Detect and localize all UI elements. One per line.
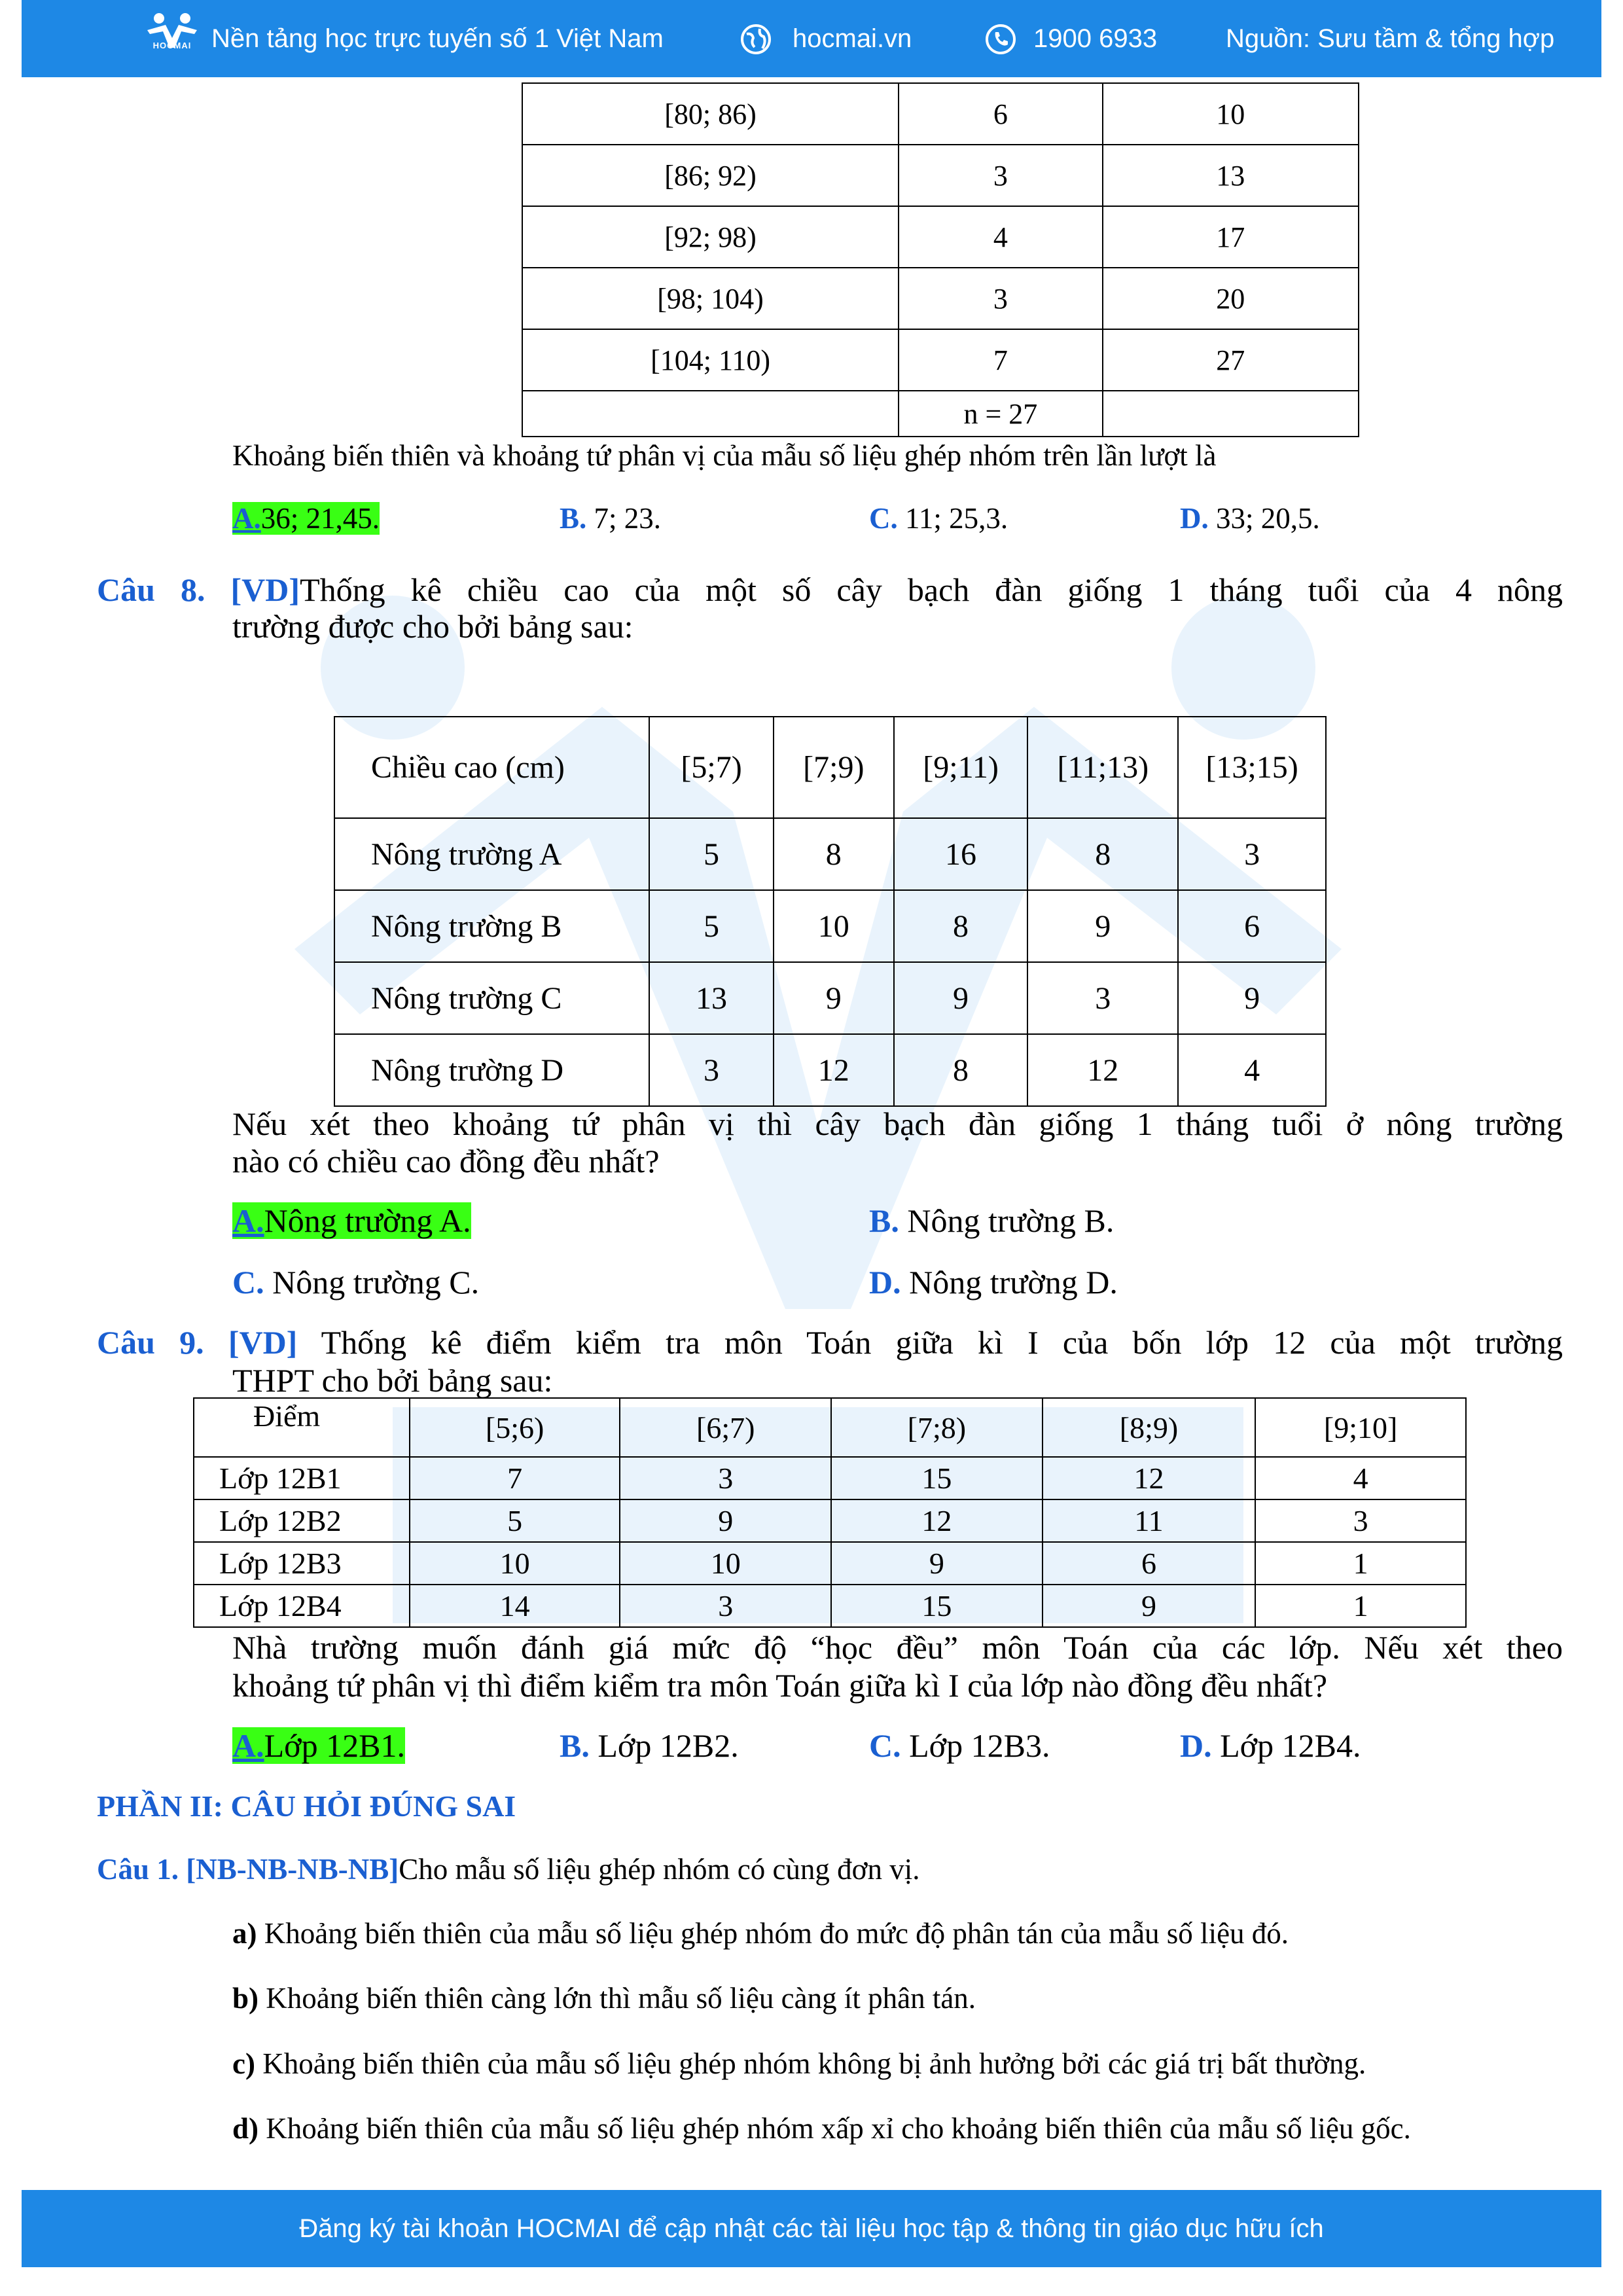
- q9-ask-line1: Nhà trường muốn đánh giá mức độ “học đều” môn Toán của các lớp. Nếu xét theo: [232, 1629, 1563, 1666]
- q8-question-line2: trường được cho bởi bảng sau:: [232, 608, 633, 645]
- table-cell: 6: [1178, 890, 1326, 962]
- cumulative-cell: 27: [1103, 329, 1359, 391]
- q9-table: [193, 1397, 1467, 1628]
- option-label: B.: [869, 1202, 899, 1239]
- option-label: B.: [560, 1727, 590, 1764]
- part2-q1-text: Cho mẫu số liệu ghép nhóm có cùng đơn vị.: [399, 1853, 920, 1886]
- option-text: Nông trường B.: [907, 1202, 1115, 1239]
- frequency-table: [522, 82, 1359, 437]
- q8-level: [VD]: [230, 571, 300, 608]
- table-cell: 6: [1043, 1542, 1256, 1585]
- phone-icon: [985, 24, 1016, 55]
- table-row: [522, 83, 1359, 145]
- interval-cell: [80; 86): [522, 83, 899, 145]
- header-cell: [5;6): [410, 1398, 620, 1457]
- row-label: Lớp 12B4: [194, 1585, 410, 1627]
- table-cell: 4: [1178, 1034, 1326, 1106]
- q9-option-b[interactable]: [560, 1727, 739, 1765]
- table-cell: 3: [620, 1457, 831, 1499]
- table-row: [522, 329, 1359, 391]
- frequency-cell: 7: [899, 329, 1103, 391]
- q7-option-b[interactable]: [560, 501, 661, 535]
- header-cell: Chiều cao (cm): [334, 717, 649, 818]
- header-cell: [11;13): [1027, 717, 1178, 818]
- q8-option-c[interactable]: [232, 1263, 479, 1301]
- q7-option-c[interactable]: [869, 501, 1008, 535]
- table-cell: 10: [620, 1542, 831, 1585]
- row-label: Lớp 12B2: [194, 1499, 410, 1542]
- option-text: Lớp 12B2.: [597, 1727, 739, 1764]
- option-label: B.: [560, 502, 587, 535]
- table-cell: 5: [649, 890, 774, 962]
- globe-icon: [740, 24, 772, 55]
- table-cell: 3: [1027, 962, 1178, 1034]
- table-cell: 9: [831, 1542, 1043, 1585]
- total-cell: n = 27: [899, 391, 1103, 437]
- statement-b: [232, 1981, 976, 2015]
- table-row: [334, 890, 1326, 962]
- table-cell: 3: [649, 1034, 774, 1106]
- q9-option-c[interactable]: [869, 1727, 1050, 1765]
- q9-question-line1: [97, 1323, 1563, 1361]
- interval-cell: [98; 104): [522, 268, 899, 329]
- option-label: C.: [232, 1264, 264, 1300]
- table-cell: 5: [649, 818, 774, 890]
- page-footer: [22, 2190, 1601, 2267]
- statement-label: c): [232, 2047, 255, 2080]
- interval-cell: [86; 92): [522, 145, 899, 206]
- header-cell: [6;7): [620, 1398, 831, 1457]
- cumulative-cell: 10: [1103, 83, 1359, 145]
- table-cell: 9: [1027, 890, 1178, 962]
- table-row: [522, 391, 1359, 437]
- table-row: [194, 1499, 1466, 1542]
- interval-cell: [92; 98): [522, 206, 899, 268]
- table-cell: 10: [410, 1542, 620, 1585]
- page-header: [22, 0, 1601, 77]
- option-label: D.: [1180, 1727, 1212, 1764]
- table-row: [334, 818, 1326, 890]
- header-cell: [13;15): [1178, 717, 1326, 818]
- q8-text: Thống kê chiều cao của một số cây bạch đàn giống 1 tháng tuổi của 4 nông: [300, 571, 1563, 608]
- table-cell: 9: [774, 962, 894, 1034]
- q9-ask-line2: khoảng tứ phân vị thì điểm kiểm tra môn Toán giữa kì I của lớp nào đồng đều nhất?: [232, 1667, 1328, 1704]
- cumulative-cell: 20: [1103, 268, 1359, 329]
- q9-label: Câu 9.: [97, 1324, 204, 1361]
- table-cell: 8: [1027, 818, 1178, 890]
- header-cell: [9;11): [894, 717, 1028, 818]
- option-text: 36; 21,45.: [260, 502, 380, 535]
- part2-q1-label: Câu 1.: [97, 1853, 179, 1886]
- table-cell: 15: [831, 1457, 1043, 1499]
- q7-option-d[interactable]: [1180, 501, 1320, 535]
- table-cell: 3: [1178, 818, 1326, 890]
- cumulative-cell: 13: [1103, 145, 1359, 206]
- option-label: A.: [232, 1727, 264, 1764]
- table-cell: 9: [620, 1499, 831, 1542]
- table-cell: 5: [410, 1499, 620, 1542]
- header-source: Nguồn: Sưu tầm & tổng hợp: [1226, 24, 1555, 53]
- q7-option-a[interactable]: [232, 501, 380, 535]
- header-tagline: Nền tảng học trực tuyến số 1 Việt Nam: [211, 24, 664, 53]
- q8-ask-line1: Nếu xét theo khoảng tứ phân vị thì cây bạch đàn giống 1 tháng tuổi ở nông trường: [232, 1105, 1563, 1142]
- table-header-row: [334, 717, 1326, 818]
- option-label: A.: [232, 1202, 264, 1239]
- row-label: Nông trường D: [334, 1034, 649, 1106]
- table-cell: 8: [894, 1034, 1028, 1106]
- table-cell: 12: [831, 1499, 1043, 1542]
- statement-label: a): [232, 1917, 257, 1950]
- option-label: A.: [232, 502, 261, 535]
- statement-label: d): [232, 2112, 259, 2145]
- statement-text: Khoảng biến thiên của mẫu số liệu ghép nhóm không bị ảnh hưởng bởi các giá trị bất thường.: [262, 2047, 1366, 2080]
- option-text: 7; 23.: [594, 502, 662, 535]
- option-text: Nông trường D.: [909, 1264, 1118, 1300]
- header-cell: [7;8): [831, 1398, 1043, 1457]
- header-website[interactable]: hocmai.vn: [793, 24, 912, 53]
- q8-question-line1: [97, 571, 1563, 609]
- table-cell: 11: [1043, 1499, 1256, 1542]
- q9-option-d[interactable]: [1180, 1727, 1361, 1765]
- option-label: C.: [869, 1727, 901, 1764]
- q8-option-b[interactable]: [869, 1202, 1114, 1240]
- q8-table: [334, 716, 1327, 1107]
- q8-ask-line2: nào có chiều cao đồng đều nhất?: [232, 1143, 660, 1179]
- table-row: [334, 962, 1326, 1034]
- q7-question: Khoảng biến thiên và khoảng tứ phân vị của mẫu số liệu ghép nhóm trên lần lượt là: [232, 439, 1217, 472]
- table-row: [194, 1542, 1466, 1585]
- header-cell: Điểm: [194, 1398, 410, 1457]
- option-label: C.: [869, 502, 898, 535]
- header-cell: [5;7): [649, 717, 774, 818]
- table-cell: 12: [1043, 1457, 1256, 1499]
- frequency-cell: 6: [899, 83, 1103, 145]
- statement-a: [232, 1916, 1289, 1950]
- statement-text: Khoảng biến thiên của mẫu số liệu ghép nhóm xấp xỉ cho khoảng biến thiên của mẫu số liệu gốc.: [266, 2112, 1411, 2145]
- part2-q1: [97, 1852, 919, 1886]
- row-label: Nông trường B: [334, 890, 649, 962]
- table-row: [522, 145, 1359, 206]
- option-text: Lớp 12B4.: [1220, 1727, 1361, 1764]
- table-row: [522, 206, 1359, 268]
- table-cell: 8: [894, 890, 1028, 962]
- frequency-cell: 3: [899, 145, 1103, 206]
- statement-text: Khoảng biến thiên càng lớn thì mẫu số liệu càng ít phân tán.: [266, 1982, 976, 2015]
- empty-cell: [1103, 391, 1359, 437]
- table-cell: 1: [1255, 1585, 1466, 1627]
- table-cell: 4: [1255, 1457, 1466, 1499]
- option-text: Nông trường C.: [272, 1264, 480, 1300]
- option-label: D.: [1180, 502, 1209, 535]
- header-cell: [9;10]: [1255, 1398, 1466, 1457]
- option-text: Lớp 12B3.: [909, 1727, 1050, 1764]
- option-text: 11; 25,3.: [905, 502, 1008, 535]
- table-cell: 7: [410, 1457, 620, 1499]
- statement-c: [232, 2047, 1366, 2081]
- option-text: Nông trường A.: [264, 1202, 471, 1239]
- option-label: D.: [869, 1264, 901, 1300]
- table-cell: 3: [620, 1585, 831, 1627]
- table-cell: 9: [894, 962, 1028, 1034]
- part2-title: PHẦN II: CÂU HỎI ĐÚNG SAI: [97, 1789, 516, 1823]
- table-cell: 12: [1027, 1034, 1178, 1106]
- logo-icon: [139, 12, 205, 65]
- statement-label: b): [232, 1982, 259, 2015]
- row-label: Nông trường C: [334, 962, 649, 1034]
- q8-option-a[interactable]: [232, 1202, 471, 1240]
- q9-option-a[interactable]: [232, 1727, 405, 1765]
- frequency-cell: 3: [899, 268, 1103, 329]
- q9-text: Thống kê điểm kiểm tra môn Toán giữa kì I của bốn lớp 12 của một trường: [321, 1324, 1563, 1361]
- table-row: [194, 1457, 1466, 1499]
- row-label: Lớp 12B1: [194, 1457, 410, 1499]
- row-label: Lớp 12B3: [194, 1542, 410, 1585]
- cumulative-cell: 17: [1103, 206, 1359, 268]
- frequency-cell: 4: [899, 206, 1103, 268]
- option-text: 33; 20,5.: [1216, 502, 1320, 535]
- table-cell: 13: [649, 962, 774, 1034]
- option-text: Lớp 12B1.: [264, 1727, 405, 1764]
- table-cell: 16: [894, 818, 1028, 890]
- header-cell: [7;9): [774, 717, 894, 818]
- row-label: Nông trường A: [334, 818, 649, 890]
- header-phone[interactable]: 1900 6933: [1033, 24, 1158, 53]
- q8-label: Câu 8.: [97, 571, 205, 608]
- table-cell: 1: [1255, 1542, 1466, 1585]
- footer-text[interactable]: Đăng ký tài khoản HOCMAI để cập nhật các tài liệu học tập & thông tin giáo dục hữu ích: [299, 2214, 1324, 2243]
- table-cell: 14: [410, 1585, 620, 1627]
- table-cell: 9: [1043, 1585, 1256, 1627]
- q8-option-d[interactable]: [869, 1263, 1118, 1301]
- q9-level: [VD]: [228, 1324, 298, 1361]
- header-cell: [8;9): [1043, 1398, 1256, 1457]
- part2-q1-level: [NB-NB-NB-NB]: [186, 1853, 399, 1886]
- q9-question-line2: THPT cho bởi bảng sau:: [232, 1362, 553, 1399]
- interval-cell: [104; 110): [522, 329, 899, 391]
- table-cell: 8: [774, 818, 894, 890]
- logo-text: HOCMAI: [152, 41, 192, 50]
- table-cell: 12: [774, 1034, 894, 1106]
- table-row: [194, 1585, 1466, 1627]
- table-cell: 9: [1178, 962, 1326, 1034]
- table-row: [334, 1034, 1326, 1106]
- table-header-row: [194, 1398, 1466, 1457]
- empty-cell: [522, 391, 899, 437]
- statement-d: [232, 2111, 1411, 2145]
- table-cell: 15: [831, 1585, 1043, 1627]
- table-cell: 3: [1255, 1499, 1466, 1542]
- table-cell: 10: [774, 890, 894, 962]
- statement-text: Khoảng biến thiên của mẫu số liệu ghép nhóm đo mức độ phân tán của mẫu số liệu đó.: [264, 1917, 1289, 1950]
- table-row: [522, 268, 1359, 329]
